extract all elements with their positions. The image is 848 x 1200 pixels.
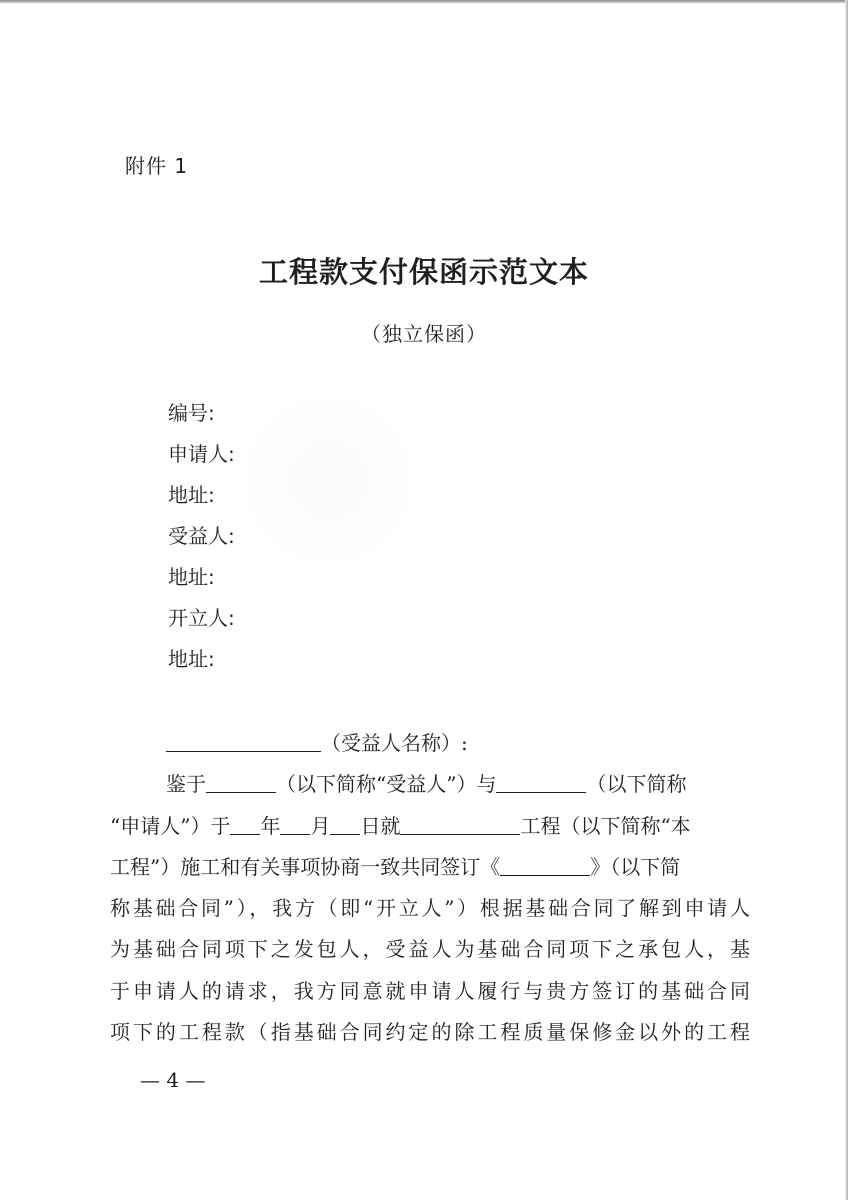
blank-day: [330, 810, 360, 835]
field-issuer-address: 地址:: [168, 647, 215, 671]
blank-year: [230, 810, 260, 835]
blank-contract-name: [500, 851, 590, 876]
field-number: 编号:: [168, 401, 215, 425]
blank-beneficiary-name: [166, 727, 321, 752]
page-number: — 4 —: [140, 1068, 206, 1092]
faint-seal-watermark: [238, 390, 418, 570]
body-line-3: 工程”）施工和有关事项协商一致共同签订《 》（以下简: [110, 847, 750, 888]
blank-applicant: [496, 768, 586, 793]
body-line-7: 项下的工程款（指基础合同约定的除工程质量保修金以外的工程: [110, 1020, 750, 1045]
body-line-6: 于申请人的请求，我方同意就申请人履行与贵方签订的基础合同: [110, 978, 750, 1003]
blank-project: [400, 810, 520, 835]
document-subtitle: （独立保函）: [361, 322, 487, 346]
scan-edge-top: [0, 0, 848, 3]
blank-beneficiary: [206, 768, 276, 793]
blank-month: [280, 810, 310, 835]
field-applicant: 申请人:: [168, 442, 235, 466]
attachment-label: 附件 1: [125, 154, 189, 178]
body-line-2: “申请人”）于 年 月 日就 工程（以下简称“本: [110, 806, 750, 847]
body-line-5: 为基础合同项下之发包人，受益人为基础合同项下之承包人，基: [110, 937, 750, 962]
body-line-4: 称基础合同”），我方（即“开立人”）根据基础合同了解到申请人: [110, 896, 750, 921]
field-applicant-address: 地址:: [168, 483, 215, 507]
guarantee-body: [110, 723, 750, 1053]
field-beneficiary: 受益人:: [168, 524, 235, 548]
field-beneficiary-address: 地址:: [168, 565, 215, 589]
header-fields: [168, 396, 235, 683]
addressee-line: （受益人名称）:: [110, 723, 750, 764]
field-issuer: 开立人:: [168, 606, 235, 630]
document-title: 工程款支付保函示范文本: [258, 255, 589, 289]
body-line-1: 鉴于 （以下简称“受益人”）与 （以下简称: [110, 764, 750, 805]
